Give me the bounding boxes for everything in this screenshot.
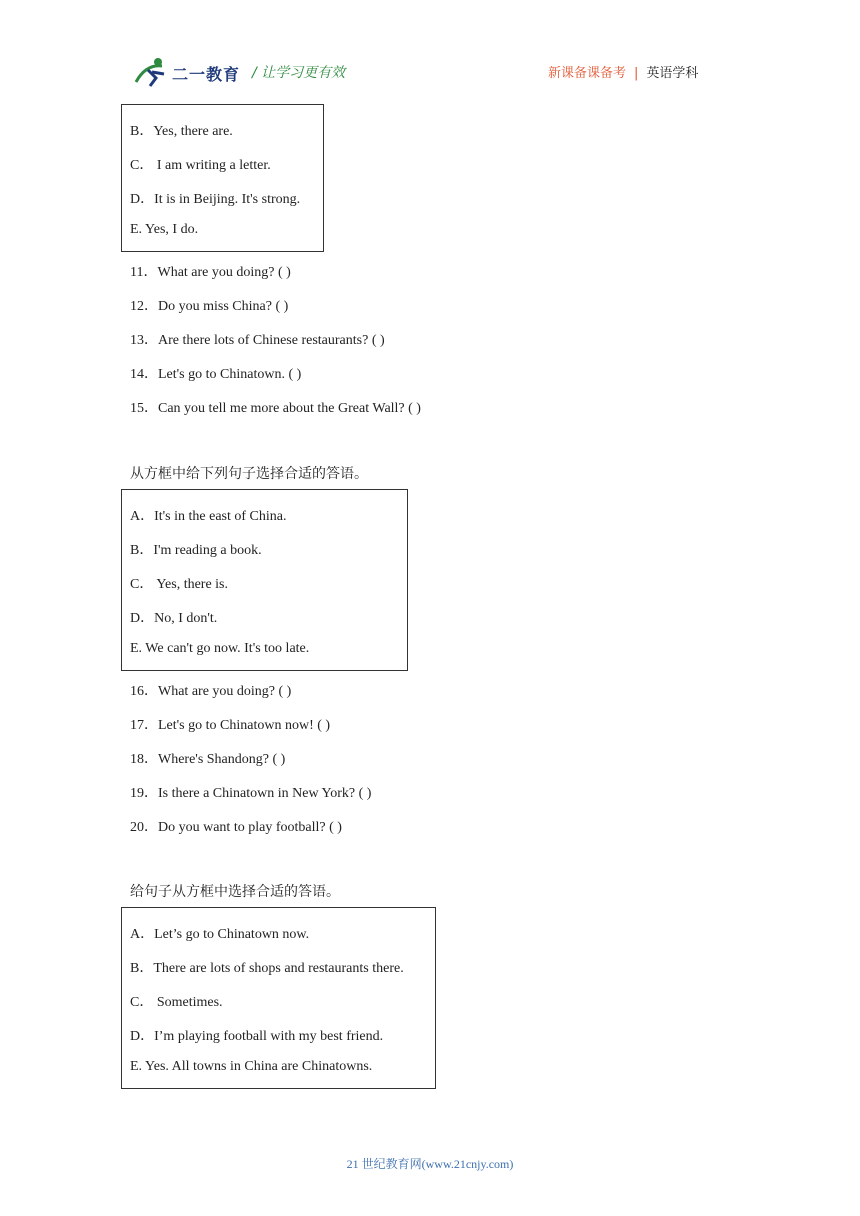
option-c: C． I am writing a letter. bbox=[130, 158, 271, 173]
question-20: 20．Do you want to play football? ( ) bbox=[130, 820, 342, 835]
question-13: 13．Are there lots of Chinese restaurants? ( ) bbox=[130, 333, 385, 348]
logo-text: 二一教育 bbox=[172, 65, 241, 84]
options-box-2 bbox=[121, 489, 408, 671]
question-18: 18．Where's Shandong? ( ) bbox=[130, 752, 286, 767]
slogan: / 让学习更有效 bbox=[252, 65, 346, 81]
option-e: E. Yes. All towns in China are Chinatowns. bbox=[130, 1059, 373, 1074]
header-course-label: 新课备课备考 bbox=[548, 66, 627, 81]
question-17: 17．Let's go to Chinatown now! ( ) bbox=[130, 718, 331, 733]
option-b: B．There are lots of shops and restaurants there. bbox=[130, 961, 404, 976]
header-separator: | bbox=[634, 66, 639, 81]
section-2-instruction: 从方框中给下列句子选择合适的答语。 bbox=[130, 466, 368, 482]
page-footer: 21 世纪教育网(www.21cnjy.com) bbox=[346, 1157, 514, 1171]
options-box-1 bbox=[121, 104, 324, 252]
option-a: A．It's in the east of China. bbox=[130, 509, 287, 524]
question-12: 12．Do you miss China? ( ) bbox=[130, 299, 289, 314]
question-11: 11．What are you doing? ( ) bbox=[130, 265, 291, 280]
question-16: 16．What are you doing? ( ) bbox=[130, 684, 292, 699]
header-right bbox=[548, 62, 698, 81]
option-b: B．I'm reading a book. bbox=[130, 543, 262, 558]
question-14: 14．Let's go to Chinatown. ( ) bbox=[130, 367, 302, 382]
options-box-3 bbox=[121, 907, 436, 1089]
option-d: D．I’m playing football with my best friend. bbox=[130, 1029, 384, 1044]
option-b: B．Yes, there are. bbox=[130, 124, 233, 139]
section-3-instruction: 给句子从方框中选择合适的答语。 bbox=[130, 884, 340, 900]
question-19: 19．Is there a Chinatown in New York? ( ) bbox=[130, 786, 372, 801]
option-a: A．Let’s go to Chinatown now. bbox=[130, 927, 310, 942]
page-header bbox=[0, 0, 860, 95]
header-subject-label: 英语学科 bbox=[646, 66, 699, 81]
option-e: E. Yes, I do. bbox=[130, 222, 199, 237]
option-c: C． Sometimes. bbox=[130, 995, 223, 1010]
option-e: E. We can't go now. It's too late. bbox=[130, 641, 310, 656]
option-d: D．It is in Beijing. It's strong. bbox=[130, 192, 301, 207]
option-d: D．No, I don't. bbox=[130, 611, 218, 626]
question-15: 15．Can you tell me more about the Great Wall? ( ) bbox=[130, 401, 421, 416]
option-c: C． Yes, there is. bbox=[130, 577, 229, 592]
